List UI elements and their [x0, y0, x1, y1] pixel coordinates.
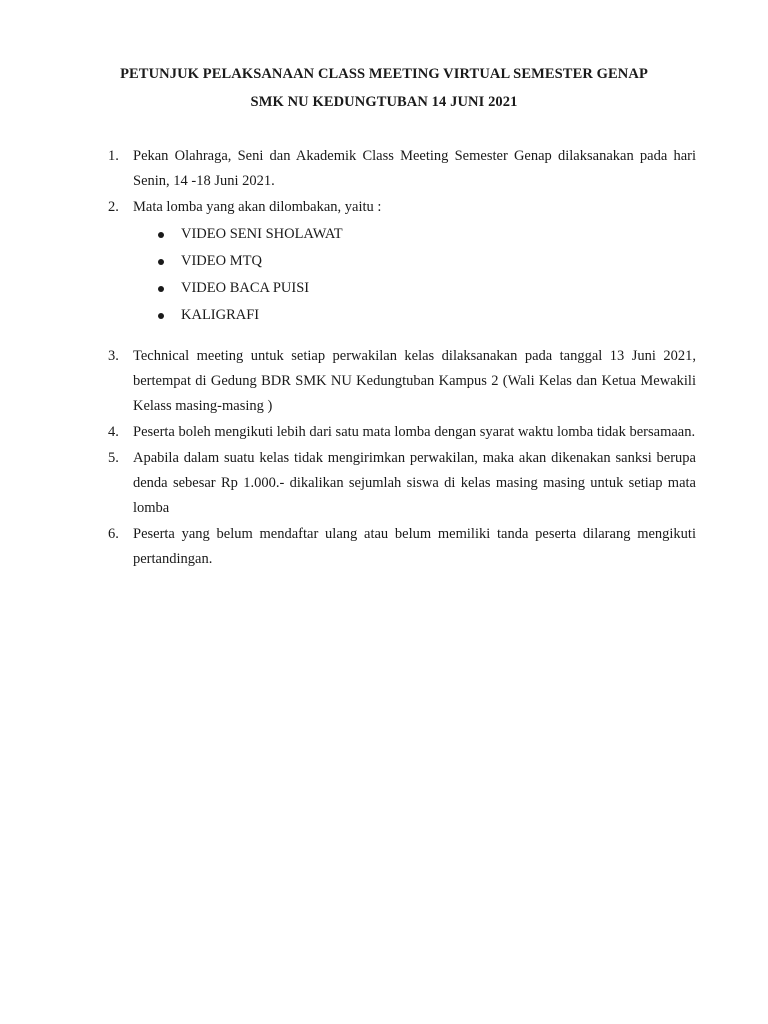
item-number: 4.: [108, 424, 119, 440]
document-title: PETUNJUK PELAKSANAAN CLASS MEETING VIRTUAL SEMESTER GENAP: [120, 66, 648, 82]
item-number: 3.: [108, 348, 119, 364]
bullet-item: [133, 248, 696, 275]
bullet-icon: [158, 232, 164, 238]
item-number: 2.: [108, 199, 119, 215]
bullet-item: [133, 221, 696, 248]
bullet-text: VIDEO BACA PUISI: [181, 280, 310, 296]
item-text: Peserta yang belum mendaftar ulang atau belum memiliki tanda peserta dilarang mengikuti pertandingan.: [133, 526, 696, 567]
numbered-list: [108, 144, 696, 572]
list-item: [108, 446, 696, 521]
bullet-item: [133, 275, 696, 302]
list-item: [108, 195, 696, 343]
list-item: [108, 144, 696, 194]
bullet-icon: [158, 313, 164, 319]
bullet-text: VIDEO SENI SHOLAWAT: [181, 226, 343, 242]
document-subtitle: SMK NU KEDUNGTUBAN 14 JUNI 2021: [250, 94, 518, 110]
item-number: 1.: [108, 148, 119, 164]
item-number: 6.: [108, 526, 119, 542]
bullet-icon: [158, 259, 164, 265]
item-text: Technical meeting untuk setiap perwakilan kelas dilaksanakan pada tanggal 13 Juni 2021, bertempat di Gedung BDR SMK NU Kedungtuban Kampus 2 (Wali Kelas dan Ketua Mewakili Kelass masing-masing ): [133, 348, 696, 414]
item-text: Apabila dalam suatu kelas tidak mengirimkan perwakilan, maka akan dikenakan sanksi berupa denda sebesar Rp 1.000.- dikalikan sejumlah siswa di kelas masing masing untuk setiap mata lomba: [133, 450, 696, 516]
item-text: Pekan Olahraga, Seni dan Akademik Class Meeting Semester Genap dilaksanakan pada hari Senin, 14 -18 Juni 2021.: [133, 148, 696, 189]
list-item: [108, 420, 696, 445]
bullet-text: VIDEO MTQ: [181, 253, 262, 269]
item-text: Peserta boleh mengikuti lebih dari satu mata lomba dengan syarat waktu lomba tidak bersamaan.: [133, 424, 696, 440]
list-item: [108, 344, 696, 419]
competition-list: [133, 221, 696, 329]
item-number: 5.: [108, 450, 119, 466]
bullet-icon: [158, 286, 164, 292]
bullet-text: KALIGRAFI: [181, 307, 260, 323]
list-item: [108, 522, 696, 572]
bullet-item: [133, 302, 696, 329]
item-text: Mata lomba yang akan dilombakan, yaitu :: [133, 199, 382, 215]
